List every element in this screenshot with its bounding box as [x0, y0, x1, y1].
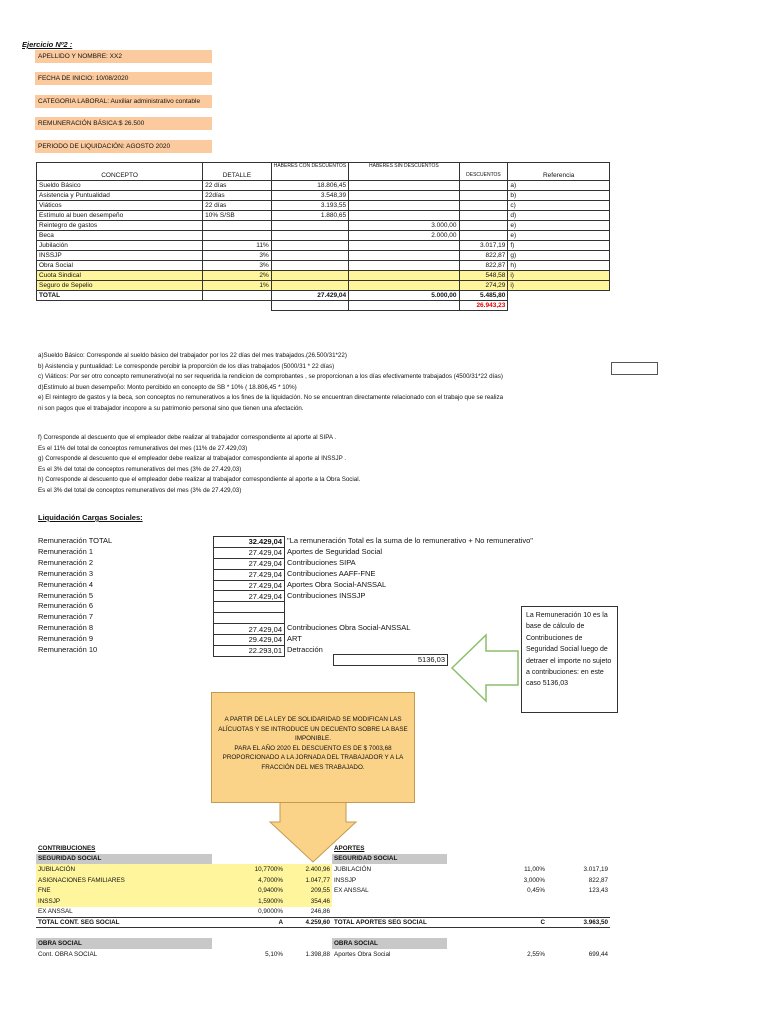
contribuciones-os-section: OBRA SOCIAL [36, 938, 212, 949]
salary-row [37, 241, 610, 251]
descuento-cell [459, 181, 508, 191]
detraccion-value: 5136,03 [333, 654, 448, 666]
descuento-cell [459, 211, 508, 221]
contribucion-pct: 10,7700% [212, 864, 285, 875]
os-name: Cont. OBRA SOCIAL [38, 950, 98, 958]
salary-row [37, 211, 610, 221]
ley-solidaridad-callout [211, 692, 415, 803]
descuento-cell: 822,87 [459, 261, 508, 271]
detalle-cell: 1% [203, 281, 272, 291]
contribucion-amt: 246,86 [310, 908, 330, 916]
aporte-name: EX ANSSAL [334, 887, 369, 895]
concepto-cell: Seguro de Sepelio [37, 281, 203, 291]
remuneracion-label: Remuneración 8 [38, 623, 94, 633]
salary-table [36, 162, 610, 311]
remuneracion-desc: Contribuciones AAFF-FNE [287, 568, 376, 578]
remuneracion-value: 27.429,04 [214, 547, 285, 558]
aporte-name [332, 907, 447, 918]
remuneracion-desc: Detracción [287, 645, 323, 655]
haberes-sin-cell [349, 181, 459, 191]
total-amt: 4.259,60 [285, 917, 332, 928]
haberes-con-cell [271, 251, 348, 261]
contribucion-name: JUBILACIÓN [36, 864, 212, 875]
liquidacion-title: Liquidación Cargas Sociales: [38, 513, 143, 522]
remuneracion-value [214, 602, 285, 613]
aportes-os-section: OBRA SOCIAL [332, 938, 447, 949]
aporte-pct [447, 907, 547, 918]
salary-row [37, 221, 610, 231]
contribucion-amt: 1.047,77 [285, 875, 332, 886]
remuneracion-value: 29.429,04 [214, 635, 285, 646]
contribucion-pct: 0,9400% [212, 885, 285, 896]
descuento-cell: 822,87 [459, 251, 508, 261]
detalle-cell: 22 días [203, 201, 272, 211]
referencia-cell: f) [508, 241, 610, 251]
remuneracion-10-note: La Remuneración 10 es la base de cálculo de Contribuciones de Seguridad Social luego de detraer el importe no sujeto a contribuciones: en este caso 5136,03 [521, 606, 618, 713]
aporte-amt [547, 907, 610, 918]
field-apellido-nombre: APELLIDO Y NOMBRE: XX2 [35, 50, 212, 63]
detalle-cell: 22 días [203, 181, 272, 191]
contribucion-amt: 2.400,96 [285, 864, 332, 875]
salary-row [37, 181, 610, 191]
salary-row [37, 261, 610, 271]
contribucion-pct: 1,5900% [212, 896, 285, 907]
referencia-cell: b) [508, 191, 610, 201]
aportes-total-row [332, 917, 610, 928]
descuento-cell [459, 221, 508, 231]
detalle-cell: 10% S/SB [203, 211, 272, 221]
remuneracion-value [214, 613, 285, 624]
concepto-cell: Sueldo Básico [37, 181, 203, 191]
field-periodo-liquidacion: PERIODO DE LIQUIDACIÓN: AGOSTO 2020 [35, 140, 212, 153]
haberes-con-cell: 1.880,65 [271, 211, 348, 221]
note-line: a)Sueldo Básico: Corresponde al sueldo básico del trabajador por los 22 días del mes trabajados.(26.500/31*22) [38, 352, 347, 359]
concepto-cell: Viáticos [37, 201, 203, 211]
aportes-title: APORTES [334, 844, 365, 852]
aporte-amt [547, 896, 610, 907]
remuneracion-value: 22.293,01 [214, 645, 285, 656]
referencia-cell: d) [508, 211, 610, 221]
col-detalle: DETALLE [203, 163, 272, 181]
remuneracion-desc: Aportes Obra Social-ANSSAL [287, 579, 387, 589]
note-line: g) Corresponde al descuento que el empleador debe realizar al trabajador correspondiente al aporte al INSSJP . [38, 455, 347, 463]
note-line: e) El reintegro de gastos y la beca, son conceptos no remunerativos a los fines de la liquidación. No se encuentran directamente relacionado con el trabajo que se realiza [38, 394, 504, 402]
aporte-name: JUBILACIÓN [334, 865, 372, 873]
contribuciones-title: CONTRIBUCIONES [38, 844, 96, 852]
haberes-con-cell: 18.806,45 [271, 181, 348, 191]
contribucion-row [36, 875, 332, 886]
total-mid: C [447, 917, 547, 928]
total-desc: 5.485,80 [459, 291, 508, 301]
contribucion-amt: 354,46 [285, 896, 332, 907]
haberes-sin-cell [349, 201, 459, 211]
remuneracion-label: Remuneración 1 [38, 546, 94, 556]
salary-row [37, 271, 610, 281]
note-line: h) Corresponde al descuento que el empleador debe realizar al trabajador correspondiente al aporte a la Obra Social. [38, 476, 361, 484]
remuneracion-labels [38, 536, 112, 656]
remuneracion-value: 27.429,04 [214, 624, 285, 635]
aporte-pct: 11,00% [524, 865, 545, 873]
haberes-sin-cell [349, 281, 459, 291]
note-line: d)Estímulo al buen desempeño: Monto percibido en concepto de SB * 10% ( 18.806,45 * 10%) [38, 383, 297, 391]
aporte-amt: 3.017,19 [583, 865, 608, 873]
total-name: TOTAL CONT. SEG SOCIAL [36, 917, 212, 928]
aporte-pct: 3,000% [523, 876, 545, 884]
aporte-amt: 123,43 [588, 887, 608, 895]
remuneracion-desc: "La remuneración Total es la suma de lo remunerativo + No remunerativo" [287, 536, 533, 545]
contribucion-row [36, 864, 332, 875]
referencia-cell: i) [508, 281, 610, 291]
salary-row [37, 251, 610, 261]
descuento-cell: 3.017,19 [459, 241, 508, 251]
haberes-con-cell [271, 231, 348, 241]
remuneracion-desc [287, 612, 533, 623]
salary-row [37, 191, 610, 201]
total-label: TOTAL [37, 291, 203, 301]
remuneracion-value: 27.429,04 [214, 558, 285, 569]
col-haberes-sin: HABERES SIN DESCUENTOS [349, 163, 459, 181]
detalle-cell: 2% [203, 271, 272, 281]
contribucion-row [36, 896, 332, 907]
haberes-sin-cell [349, 211, 459, 221]
detalle-cell: 22días [203, 191, 272, 201]
callout-text-1: A PARTIR DE LA LEY DE SOLIDARIDAD SE MODIFICAN LAS ALÍCUOTAS Y SE INTRODUCE UN DECUENTO SOBRE LA BASE IMPONIBLE. [218, 716, 408, 743]
detalle-cell: 11% [203, 241, 272, 251]
remuneracion-label: Remuneración 2 [38, 557, 94, 567]
os-pct: 2,55% [527, 950, 545, 958]
salary-row [37, 281, 610, 291]
remuneracion-values [213, 536, 285, 657]
note-line: Es el 3% del total de conceptos remunerativos del mes (3% de 27.429,03) [38, 465, 242, 473]
concepto-cell: Estímulo al buen desempeño [37, 211, 203, 221]
col-haberes-con: HABERES CON DESCUENTOS [271, 163, 348, 181]
aporte-row [332, 907, 610, 918]
remuneracion-label: Remuneración 3 [38, 568, 94, 578]
contribucion-row [36, 907, 332, 918]
col-descuentos: DESCUENTOS [459, 163, 508, 181]
descuento-cell: 548,58 [459, 271, 508, 281]
col-referencia: Referencia [508, 163, 610, 181]
aportes-os-row [332, 949, 610, 960]
contribucion-amt: 209,55 [285, 885, 332, 896]
os-amt: 1.398,88 [305, 950, 330, 958]
contribucion-pct: 0,9000% [258, 908, 283, 916]
remuneracion-value: 27.429,04 [214, 591, 285, 602]
concepto-cell: Reintegro de gastos [37, 221, 203, 231]
neto-value: 26.943,23 [459, 301, 508, 311]
remuneracion-value: 32.429,04 [214, 537, 285, 548]
aportes-section: SEGURIDAD SOCIAL [332, 854, 447, 865]
haberes-sin-cell [349, 271, 459, 281]
remuneracion-label: Remuneración 7 [38, 612, 94, 622]
total-sin: 5.000,00 [349, 291, 459, 301]
concepto-cell: INSSJP [37, 251, 203, 261]
detalle-cell: 3% [203, 251, 272, 261]
aporte-row [332, 885, 610, 896]
total-row [37, 291, 610, 301]
contribucion-name: ASIGNACIONES FAMILIARES [36, 875, 212, 886]
salary-row [37, 231, 610, 241]
descuento-cell [459, 231, 508, 241]
detalle-cell [203, 221, 272, 231]
salary-row [37, 201, 610, 211]
aporte-row [332, 864, 610, 875]
haberes-sin-cell [349, 251, 459, 261]
descuento-cell: 274,29 [459, 281, 508, 291]
os-pct: 5,10% [265, 950, 283, 958]
os-amt: 699,44 [588, 950, 608, 958]
haberes-con-cell [271, 261, 348, 271]
note-line: ni son pagos que el trabajador incopore a su patrimonio personal sino que tienen una afectación. [38, 404, 304, 412]
contribucion-name: EX ANSSAL [38, 908, 73, 916]
arrow-left-icon [450, 631, 520, 705]
remuneracion-desc: Contribuciones INSSJP [287, 590, 366, 600]
haberes-sin-cell: 2.000,00 [349, 231, 459, 241]
remuneracion-desc: Contribuciones Obra Social-ANSSAL [287, 623, 411, 633]
remuneracion-label: Remuneración 5 [38, 590, 94, 600]
referencia-cell: h) [508, 261, 610, 271]
referencia-cell: g) [508, 251, 610, 261]
concepto-cell: Obra Social [37, 261, 203, 271]
aporte-amt: 822,87 [588, 876, 608, 884]
remuneracion-desc: Contribuciones SIPA [287, 557, 356, 567]
total-mid: A [212, 917, 285, 928]
total-con: 27.429,04 [271, 291, 348, 301]
contribucion-pct: 4,7000% [212, 875, 285, 886]
descuento-cell [459, 201, 508, 211]
referencia-cell: c) [508, 201, 610, 211]
note-line: f) Corresponde al descuento que el empleador debe realizar al trabajador correspondiente al aporte al SIPA . [38, 434, 337, 441]
referencia-cell: e) [508, 221, 610, 231]
notes-a-e [38, 351, 503, 415]
note-line: c) Viáticos: Por ser otro concepto remunerativo(al no ser requerida la rendicion de comprobantes , se proporcionan a los días efectivamente trabajados (4500/31*22 días) [38, 373, 503, 381]
note-line: b) Asistencia y puntualidad: Le corresponde percibir la proporción de los días trabajados (5000/31 * 22 días) [38, 362, 335, 370]
callout-text-2: PARA EL AÑO 2020 EL DESCUENTO ES DE $ 7003,68 PROPORCIONADO A LA JORNADA DEL TRABAJADOR Y A LA FRACCIÓN DEL MES TRABAJADO. [222, 744, 404, 771]
field-remuneracion-basica: REMUNERACIÓN BÁSICA:$ 26.500 [35, 117, 212, 130]
haberes-sin-cell [349, 261, 459, 271]
neto-row [37, 301, 610, 311]
haberes-con-cell: 3.193,55 [271, 201, 348, 211]
aporte-pct: 0,45% [527, 887, 545, 895]
remuneracion-label: Remuneración 4 [38, 579, 94, 589]
haberes-sin-cell [349, 241, 459, 251]
aporte-name [332, 896, 447, 907]
aporte-pct [447, 896, 547, 907]
contribucion-name: INSSJP [36, 896, 212, 907]
remuneracion-label: Remuneración 10 [38, 645, 98, 655]
concepto-cell: Beca [37, 231, 203, 241]
contribuciones-os-row [36, 949, 332, 960]
contribuciones-section: SEGURIDAD SOCIAL [36, 854, 212, 865]
referencia-cell: i) [508, 271, 610, 281]
aporte-row [332, 896, 610, 907]
concepto-cell: Asistencia y Puntualidad [37, 191, 203, 201]
remuneracion-desc: ART [287, 634, 302, 644]
total-amt: 3.963,50 [547, 917, 610, 928]
haberes-con-cell: 3.548,39 [271, 191, 348, 201]
haberes-con-cell [271, 241, 348, 251]
remuneracion-label: Remuneración TOTAL [38, 536, 113, 545]
concepto-cell: Cuota Sindical [37, 271, 203, 281]
note-line: Es el 11% del total de conceptos remunerativos del mes (11% de 27.429,03) [38, 444, 248, 452]
haberes-sin-cell [349, 191, 459, 201]
haberes-con-cell [271, 221, 348, 231]
field-categoria-laboral: CATEGORIA LABORAL: Auxiliar administrativo contable [35, 95, 212, 108]
col-concepto: CONCEPTO [37, 163, 203, 181]
remuneracion-label: Remuneración 9 [38, 634, 94, 644]
concepto-cell: Jubilación [37, 241, 203, 251]
contribucion-name: FNE [36, 885, 212, 896]
referencia-cell: a) [508, 181, 610, 191]
os-name: Aportes Obra Social [334, 950, 391, 958]
empty-cell-box [611, 362, 658, 375]
remuneracion-desc: Aportes de Seguridad Social [287, 546, 383, 556]
field-fecha-inicio: FECHA DE INICIO: 10/08/2020 [35, 72, 212, 85]
aporte-row [332, 875, 610, 886]
contribucion-row [36, 885, 332, 896]
note-line: Es el 3% del total de conceptos remunerativos del mes (3% de 27.429,03) [38, 486, 242, 494]
contribuciones-table [36, 843, 332, 960]
detalle-cell [203, 231, 272, 241]
exercise-title: Ejercicio Nº2 : [22, 40, 73, 49]
aportes-table [332, 843, 610, 960]
haberes-con-cell [271, 271, 348, 281]
detalle-cell: 3% [203, 261, 272, 271]
referencia-cell: e) [508, 231, 610, 241]
aporte-name: INSSJP [334, 876, 357, 884]
descuento-cell [459, 191, 508, 201]
remuneracion-label: Remuneración 6 [38, 601, 94, 611]
notes-f-h [38, 433, 360, 497]
remuneracion-desc [287, 601, 533, 612]
haberes-sin-cell: 3.000,00 [349, 221, 459, 231]
contribuciones-total-row [36, 917, 332, 928]
remuneracion-value: 27.429,04 [214, 569, 285, 580]
remuneracion-value: 27.429,04 [214, 580, 285, 591]
haberes-con-cell [271, 281, 348, 291]
total-name: TOTAL APORTES SEG SOCIAL [332, 917, 447, 928]
